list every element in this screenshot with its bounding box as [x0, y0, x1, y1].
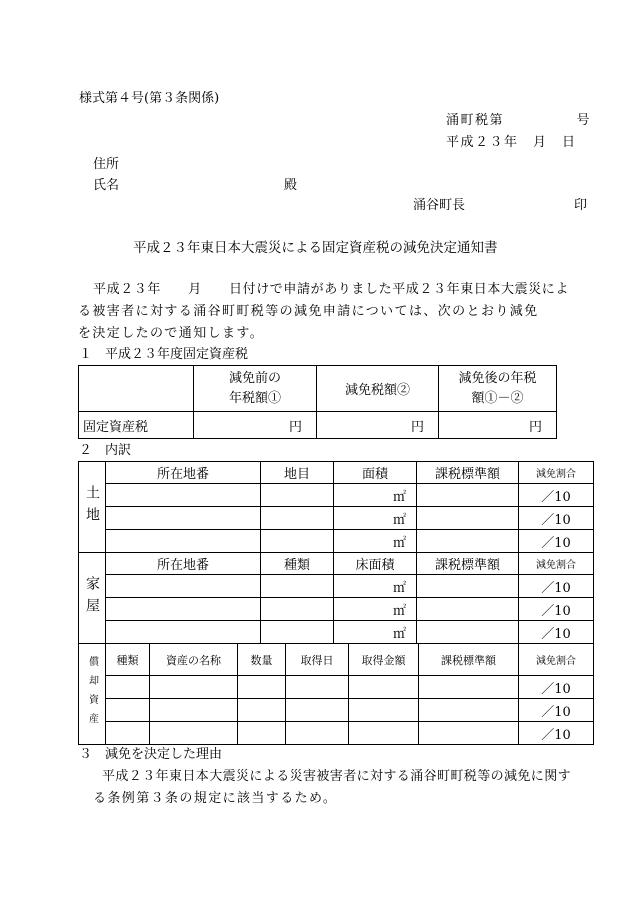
- header-area: 面積: [334, 462, 417, 484]
- issuer-title: 涌谷町長: [413, 198, 466, 213]
- header-land-category: 地目: [261, 462, 334, 484]
- header-reduction-ratio: 減免割合: [519, 553, 594, 575]
- body-line-2: る被害者に対する涌谷町町税等の減免申請については、次のとおり減免: [78, 304, 539, 319]
- table-row: ㎡ ／10: [79, 530, 594, 553]
- header-type: 種類: [106, 644, 150, 676]
- table-row: ㎡ ／10: [79, 575, 594, 598]
- header-asset-name: 資産の名称: [150, 644, 238, 676]
- table-row: ㎡ ／10: [79, 507, 594, 530]
- header-acquisition-cost: 取得金額: [349, 644, 419, 676]
- document-title: 平成２３年東日本大震災による固定資産税の減免決定通知書: [133, 240, 498, 256]
- body-line-1: 平成２３年 月 日付けで申請がありました平成２３年東日本大震災によ: [93, 282, 570, 297]
- header-quantity: 数量: [238, 644, 286, 676]
- blank-header-cell: [79, 366, 194, 412]
- yen-cell: 円: [317, 412, 439, 439]
- col-before-tax: 減免前の 年税額①: [194, 366, 317, 412]
- house-table: [78, 552, 594, 644]
- honorific: 殿: [284, 178, 298, 193]
- yen-cell: 円: [194, 412, 317, 439]
- name-label: 氏名: [93, 178, 120, 193]
- section3-heading: ３ 減免を決定した理由: [79, 747, 223, 762]
- section2-heading: ２ 内訳: [79, 443, 132, 458]
- body-line-3: を決定したので通知します。: [78, 326, 265, 341]
- header-tax-base: 課税標準額: [417, 553, 519, 575]
- section1-heading: １ 平成２３年度固定資産税: [79, 347, 249, 362]
- col-reduction: 減免税額②: [317, 366, 439, 412]
- header-acquisition-date: 取得日: [286, 644, 349, 676]
- document-number: 涌町税第 号: [446, 113, 592, 128]
- row-label-fixed-asset-tax: 固定資産税: [79, 412, 194, 439]
- header-reduction-ratio: 減免割合: [519, 462, 594, 484]
- house-label: 家屋: [79, 553, 106, 644]
- seal-mark: 印: [574, 198, 588, 213]
- tax-summary-table: [78, 365, 557, 439]
- table-row: ㎡ ／10: [79, 598, 594, 621]
- issue-date: 平成２３年 月 日: [446, 135, 577, 150]
- reason-line-1: 平成２３年東日本大震災による災害被害者に対する涌谷町町税等の減免に関す: [102, 769, 572, 784]
- header-reduction-ratio: 減免割合: [519, 644, 594, 676]
- yen-cell: 円: [439, 412, 557, 439]
- table-row: ／10: [79, 722, 594, 745]
- col-after-tax: 減免後の年税 額①－②: [439, 366, 557, 412]
- address-label: 住所: [93, 157, 120, 172]
- depreciable-assets-table: [78, 643, 594, 745]
- header-tax-base: 課税標準額: [417, 462, 519, 484]
- header-tax-base: 課税標準額: [419, 644, 519, 676]
- form-label: 様式第４号(第３条関係): [79, 91, 220, 106]
- land-label: 土地: [79, 462, 106, 553]
- reason-line-2: る条例第３条の規定に該当するため。: [93, 791, 338, 806]
- table-row: ㎡ ／10: [79, 484, 594, 507]
- land-table: [78, 461, 594, 553]
- table-row: ／10: [79, 699, 594, 722]
- table-row: ／10: [79, 676, 594, 699]
- header-location: 所在地番: [106, 462, 261, 484]
- depreciable-label: 償却資産: [79, 644, 106, 745]
- header-floor-area: 床面積: [334, 553, 417, 575]
- header-type: 種類: [261, 553, 334, 575]
- table-row: ㎡ ／10: [79, 621, 594, 644]
- header-location: 所在地番: [106, 553, 261, 575]
